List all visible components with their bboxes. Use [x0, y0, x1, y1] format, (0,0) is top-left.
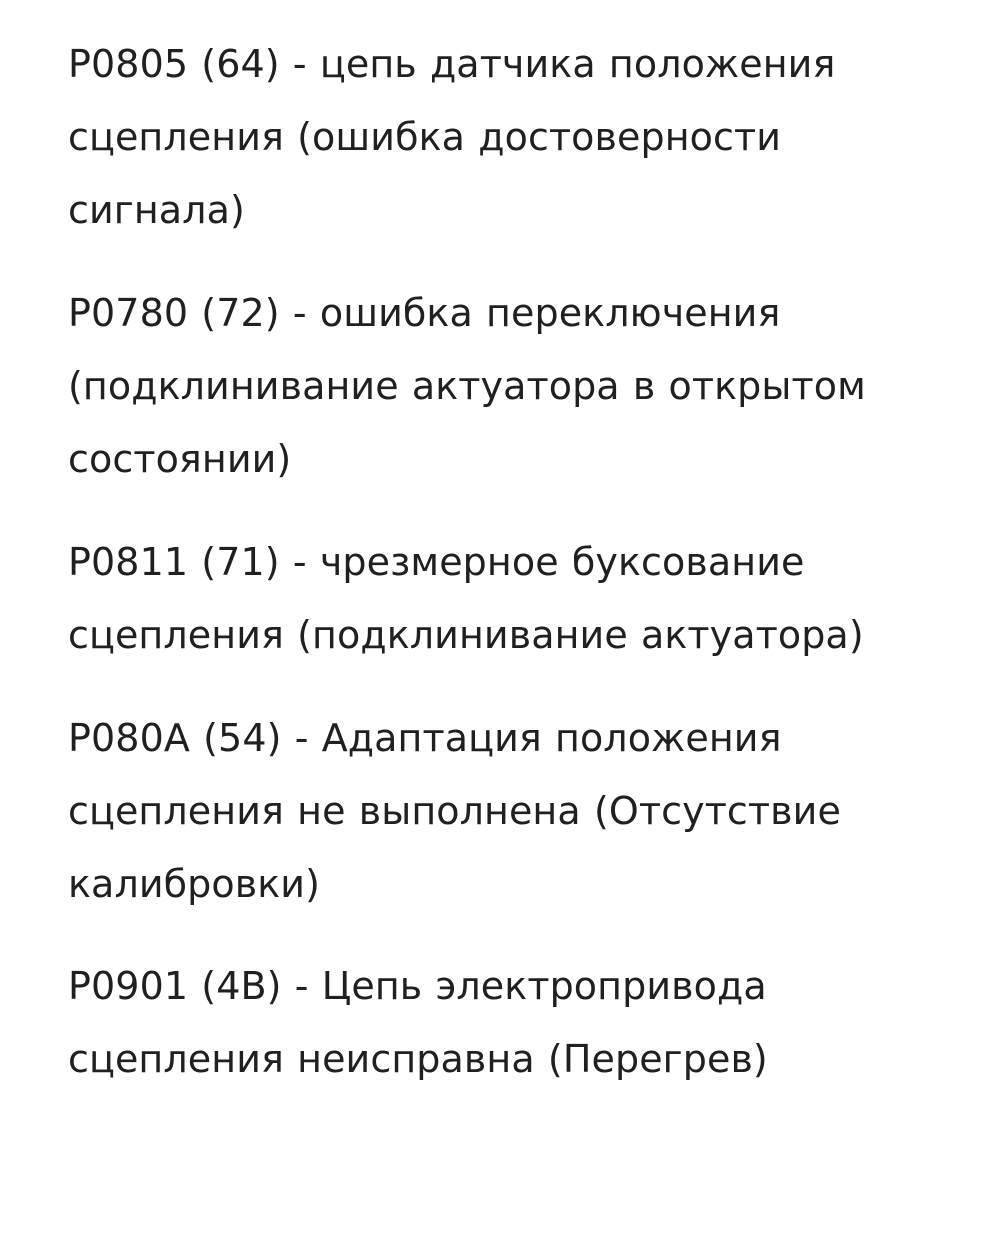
dtc-code-list [68, 28, 930, 1096]
dtc-entry: P0811 (71) - чрезмерное буксование сцепления (подклинивание актуатора) [68, 539, 864, 657]
dtc-entry: P0901 (4B) - Цепь электропривода сцепления неисправна (Перегрев) [68, 964, 768, 1082]
dtc-entry: P080A (54) - Адаптация положения сцепления не выполнена (Отсутствие калибровки) [68, 715, 841, 906]
dtc-entry: P0780 (72) - ошибка переключения (подклинивание актуатора в открытом состоянии) [68, 290, 866, 481]
dtc-entry: P0805 (64) - цепь датчика положения сцепления (ошибка достоверности сигнала) [68, 42, 836, 232]
